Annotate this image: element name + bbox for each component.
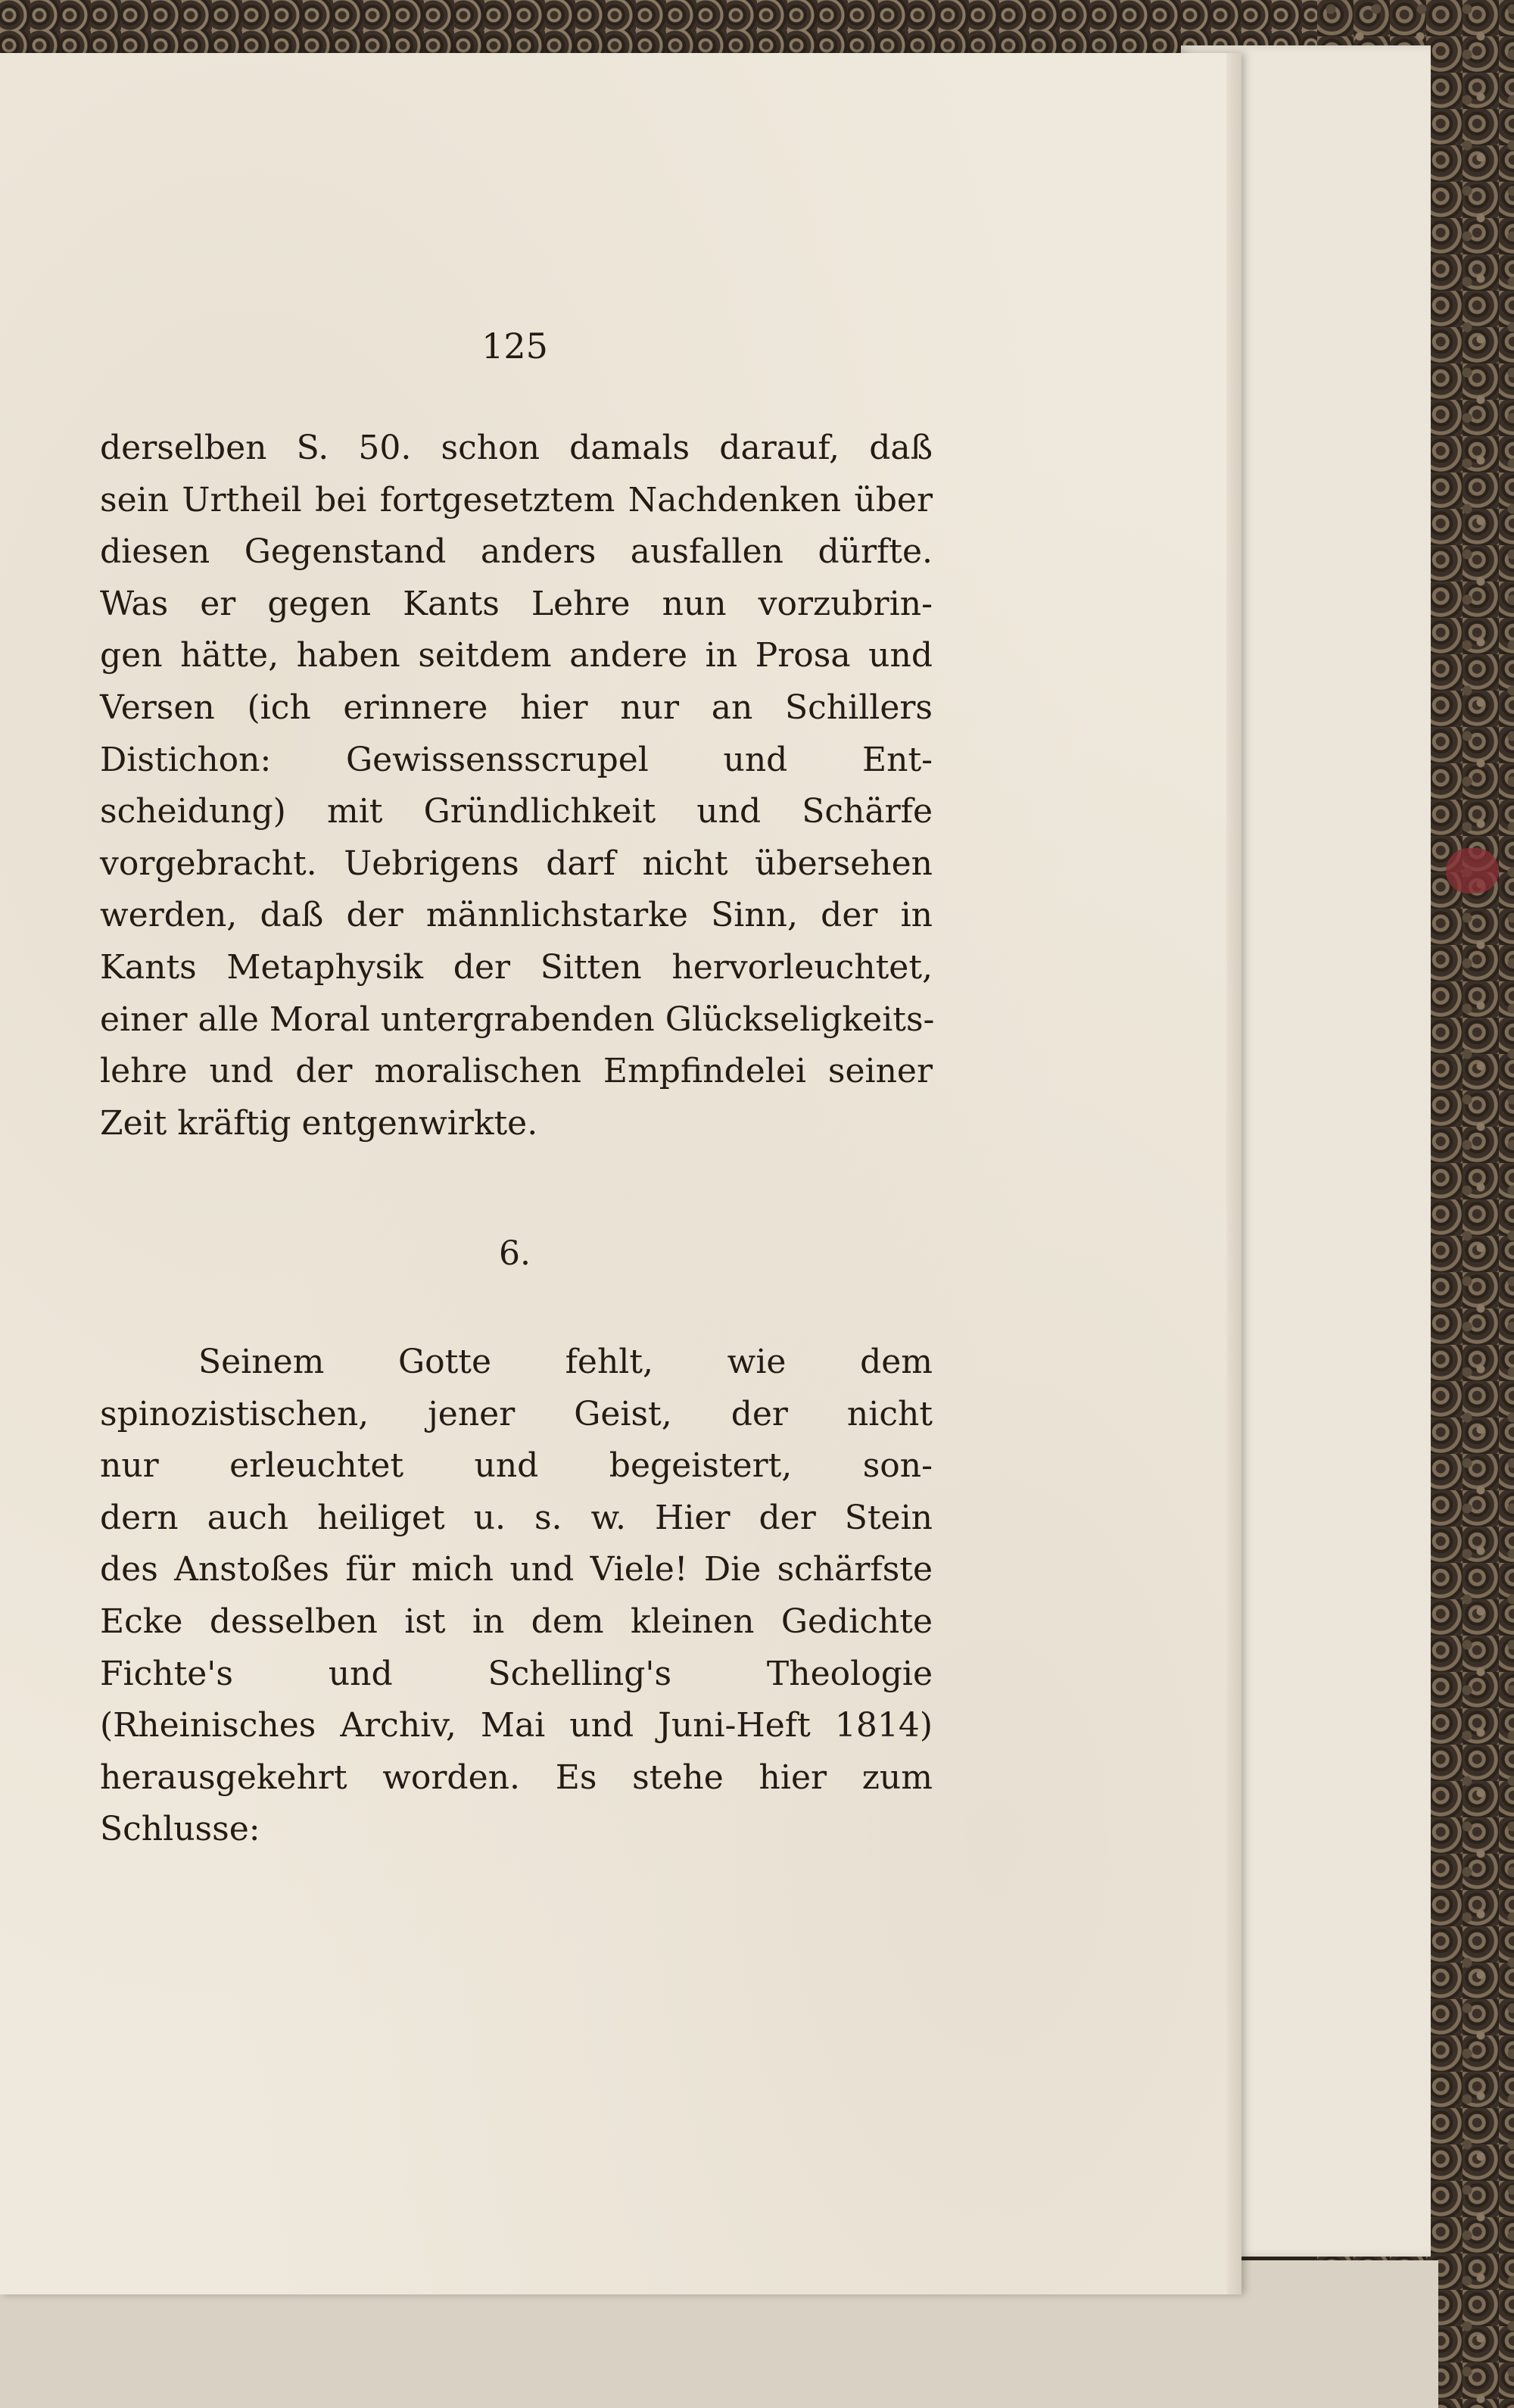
text-line: Schlusse: xyxy=(100,1810,260,1849)
marbling-accent xyxy=(1446,848,1499,894)
text-line: Was er gegen Kants Lehre nun vorzubrin- xyxy=(100,584,933,623)
text-line: Seinem Gotte fehlt, wie dem xyxy=(198,1343,933,1381)
text-line: dern auch heiliget u. s. w. Hier der Stein xyxy=(100,1498,933,1537)
paragraph-continued xyxy=(100,423,933,1149)
text-line: Fichte's und Schelling's Theologie xyxy=(100,1654,933,1693)
text-line: Ecke desselben ist in dem kleinen Gedichte xyxy=(100,1602,933,1641)
text-line: werden, daß der männlichstarke Sinn, der in xyxy=(100,896,933,935)
text-line: Zeit kräftig entgenwirkte. xyxy=(100,1103,538,1143)
text-line: (Rheinisches Archiv, Mai und Juni-Heft 1814) xyxy=(100,1706,933,1745)
text-line: des Anstoßes für mich und Viele! Die schärfste xyxy=(100,1550,933,1589)
text-line: nur erleuchtet und begeistert, son- xyxy=(100,1446,933,1486)
text-line: Distichon: Gewissensscrupel und Ent- xyxy=(100,740,933,779)
text-line: herausgekehrt worden. Es stehe hier zum xyxy=(100,1758,933,1797)
text-line: gen hätte, haben seitdem andere in Prosa und xyxy=(100,636,933,675)
text-line: Versen (ich erinnere hier nur an Schillers xyxy=(100,688,933,727)
text-line: derselben S. 50. schon damals darauf, daß xyxy=(100,429,933,467)
text-line: spinozistischen, jener Geist, der nicht xyxy=(100,1394,933,1433)
section-number: 6. xyxy=(499,1234,531,1273)
text-line: vorgebracht. Uebrigens darf nicht übersehen xyxy=(100,844,933,883)
text-line: diesen Gegenstand anders ausfallen dürfte. xyxy=(100,532,933,572)
text-line: einer alle Moral untergrabenden Glückseligkeits- xyxy=(100,1000,935,1039)
text-line: sein Urtheil bei fortgesetztem Nachdenken über xyxy=(100,480,933,519)
page-number: 125 xyxy=(481,326,548,367)
page-edge xyxy=(1226,53,1241,2294)
text-line: Kants Metaphysik der Sitten hervorleuchtet, xyxy=(100,947,933,987)
text-line: lehre und der moralischen Empfindelei seiner xyxy=(100,1052,933,1091)
text-line: scheidung) mit Gründlichkeit und Schärfe xyxy=(100,792,933,831)
section-paragraph xyxy=(100,1337,933,1856)
book-page xyxy=(0,53,1241,2294)
